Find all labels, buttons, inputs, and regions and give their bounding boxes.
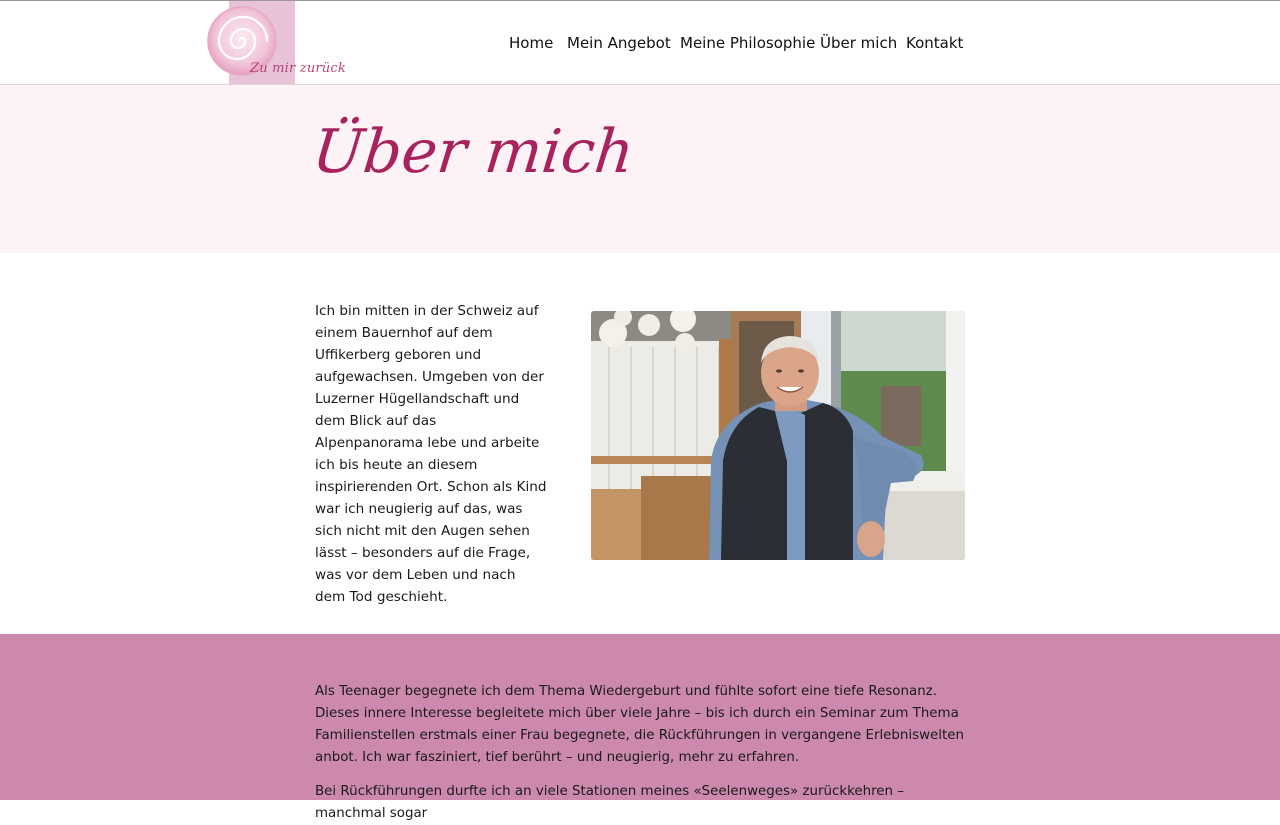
nav-item-kontakt[interactable]: Kontakt (906, 34, 964, 52)
main-navigation (0, 32, 1280, 56)
story-paragraph-1: Als Teenager begegnete ich dem Thema Wiedergeburt und fühlte sofort eine tiefe Resonanz. Dieses innere Interesse begleitete mich über viele Jahre – bis ich durch ein Seminar zum Thema Familienstellen erstmals einer Frau begegnete, die Rückführungen in vergangene Erlebniswelten anbot. Ich war fasziniert, tief berührt – und neugierig, mehr zu erfahren. (315, 684, 964, 765)
nav-item-mein-angebot[interactable]: Mein Angebot (567, 34, 671, 52)
story-section (0, 634, 1280, 821)
story-paragraph-2: Bei Rückführungen durfte ich an viele Stationen meines «Seelenweges» zurückkehren – manchmal sogar (315, 784, 904, 821)
hero-banner (0, 85, 1280, 253)
nav-item-meine-philosophie[interactable]: Meine Philosophie (680, 34, 816, 52)
nav-item-home[interactable]: Home (509, 34, 554, 52)
logo-tagline: Zu mir zurück (250, 61, 346, 76)
page-title: Über mich (309, 117, 638, 187)
nav-item-ueber-mich[interactable]: Über mich (820, 34, 898, 52)
portrait-photo (591, 311, 965, 560)
site-header (0, 1, 1280, 85)
intro-paragraph: Ich bin mitten in der Schweiz auf einem Bauernhof auf dem Uffikerberg geboren und aufgewachsen. Umgeben von der Luzerner Hügellandschaft und dem Blick auf das Alpenpanorama lebe und arbeite ich bis heute an diesem inspirierenden Ort. Schon als Kind war ich neugierig auf das, was sich nicht mit den Augen sehen lässt – besonders auf die Frage, was vor dem Leben und nach dem Tod geschieht. (315, 303, 547, 605)
portrait-image (591, 311, 965, 560)
